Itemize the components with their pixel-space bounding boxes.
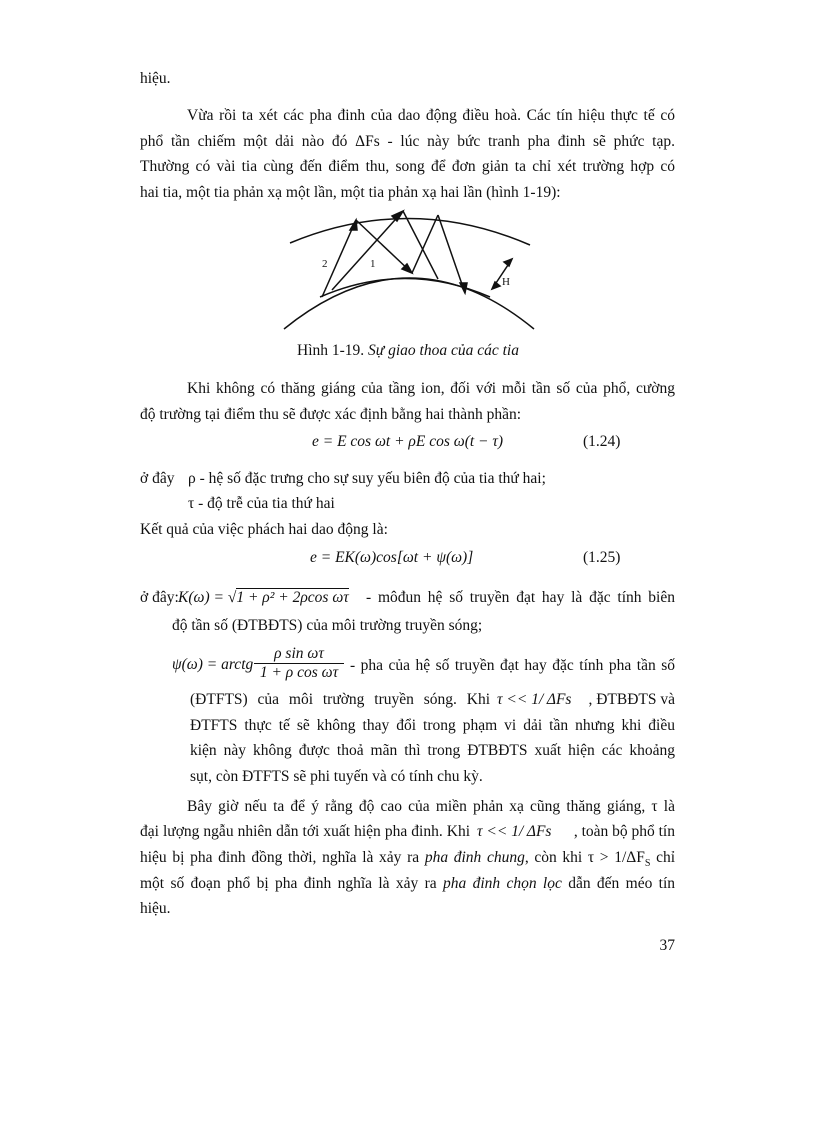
text-line: hiệu. (140, 900, 171, 917)
text-span: dẫn đến méo tín (561, 875, 676, 892)
text-line: sụt, còn ĐTFTS sẽ phi tuyến và có tính chu kỳ. (190, 768, 483, 785)
caption-title: Sự giao thoa của các tia (368, 342, 519, 359)
text-line: ở đây (140, 470, 175, 487)
psi-numerator: ρ sin ωτ (254, 645, 344, 664)
arrow-head (350, 220, 357, 230)
text-line: (ĐTFTS) của môi trường truyền sóng. Khi (190, 691, 490, 708)
equation-number: (1.25) (583, 549, 621, 566)
text-line: độ trường tại điểm thu sẽ được xác định bằng hai thành phần: (140, 406, 521, 423)
text-line: Thường có vài tia cùng đến điểm thu, song để đơn giản ta chỉ xét trường hợp có (140, 158, 675, 175)
psi-denominator: 1 + ρ cos ωτ (259, 664, 339, 681)
equation-1-24: e = E cos ωt + ρE cos ω(t − τ) (312, 433, 504, 450)
k-radicand: 1 + ρ² + 2ρcos ωτ (236, 589, 349, 606)
subscript: S (644, 858, 651, 870)
text-line: ở đây: (140, 589, 179, 606)
text-line: phổ tần chiếm một dải nào đó ΔFs - lúc này bức tranh pha đinh sẽ phức tạp. (140, 133, 675, 150)
ray-1-label: 1 (370, 258, 376, 270)
condition-tau: τ << 1/ ΔFs (477, 823, 552, 840)
condition-tau: τ << 1/ ΔFs (497, 691, 572, 708)
text-line (140, 848, 675, 874)
arrow-head (460, 283, 467, 293)
ray-2-up-b (412, 215, 438, 273)
text-line (140, 874, 675, 894)
text-line: - pha của hệ số truyền đạt hay đặc tính pha tần số (350, 657, 675, 674)
k-definition (178, 588, 349, 608)
text-line: ρ - hệ số đặc trưng cho sự suy yếu biên độ của tia thứ hai; (188, 470, 546, 487)
ray-2-down-a (356, 220, 412, 273)
text-span: một số đoạn phổ bị pha đinh nghĩa là xảy ra (140, 875, 437, 892)
text-line: đại lượng ngẫu nhiên dẫn tới xuất hiện pha đinh. Khi (140, 823, 470, 840)
arrow-head (492, 282, 500, 289)
text-line: ĐTFTS thực tế sẽ không thay đổi trong phạm vi dải tần nhưng khi điều (190, 717, 675, 734)
k-lhs: K(ω) = (178, 589, 224, 606)
text-line: độ tần số (ĐTBĐTS) của môi trường truyền sóng; (172, 617, 483, 634)
text-line: τ - độ trễ của tia thứ hai (188, 495, 335, 512)
text-line: Vừa rồi ta xét các pha đinh của dao động điều hoà. Các tín hiệu thực tế có (187, 107, 675, 124)
text-line: hai tia, một tia phản xạ một lần, một tia phản xạ hai lần (hình 1-19): (140, 184, 561, 201)
ray-2-label: 2 (322, 258, 328, 270)
text-line: Kết quả của việc phách hai dao động là: (140, 521, 388, 538)
ionosphere-arc (290, 218, 530, 245)
text-line: , toàn bộ phổ tín (573, 823, 675, 840)
height-label: H (502, 276, 510, 288)
page-number: 37 (659, 937, 675, 954)
emphasis-term: pha đinh chọn lọc (443, 875, 562, 892)
caption-prefix: Hình 1-19. (297, 342, 365, 359)
emphasis-term: pha đinh chung (424, 849, 525, 866)
text-line: hiệu. (140, 70, 171, 87)
text-span: , còn khi τ > 1/ΔF (524, 849, 645, 866)
sqrt-icon: √ (227, 589, 237, 606)
text-line: Bây giờ nếu ta để ý rằng độ cao của miền phản xạ cũng thăng giáng, τ là (187, 798, 675, 815)
text-line: - môđun hệ số truyền đạt hay là đặc tính biên (366, 589, 675, 606)
text-span: hiệu bị pha đinh đồng thời, nghĩa là xảy ra (140, 849, 420, 866)
text-line: Khi không có thăng giáng của tầng ion, đối với mỗi tần số của phổ, cường (187, 380, 675, 397)
equation-1-25: e = EK(ω)cos[ωt + ψ(ω)] (310, 549, 474, 566)
arrow-head (504, 259, 512, 266)
psi-lhs: ψ(ω) = arctg (172, 656, 254, 673)
text-line: kiện này không được thoả mãn thì trong ĐTBĐTS xuất hiện các khoảng (190, 742, 675, 759)
interference-figure (280, 205, 540, 335)
figure-caption (0, 341, 816, 361)
text-line: , ĐTBĐTS và (588, 691, 675, 708)
equation-number: (1.24) (583, 433, 621, 450)
text-span: chỉ (650, 849, 676, 866)
